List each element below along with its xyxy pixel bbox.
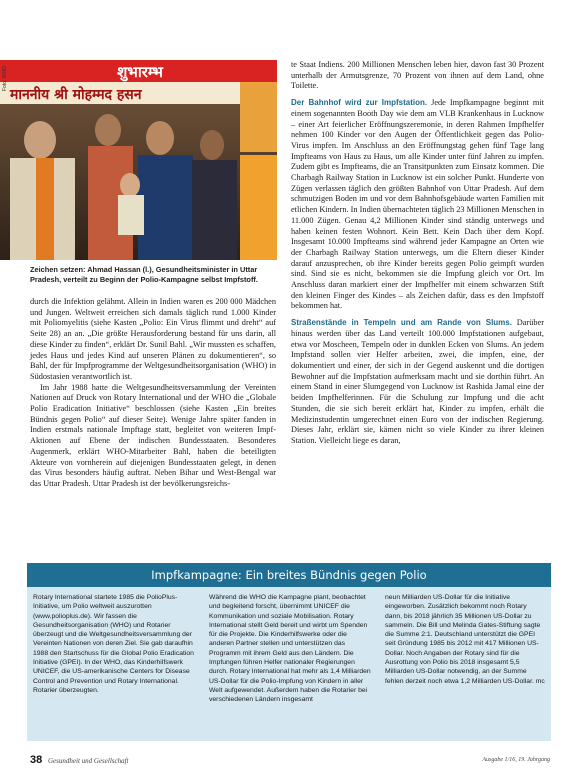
section-name: Gesundheit und Gesellschaft	[48, 757, 129, 765]
subheading: Der Bahnhof wird zur Impfstation.	[291, 98, 428, 108]
info-box-title: Impfkampagne: Ein breites Bündnis gegen Polio	[27, 563, 551, 587]
info-box-column	[385, 593, 545, 686]
info-box-text: neun Milliarden US-Dollar für die Initiative eingeworben. Zusätzlich bekommt noch Rotary dann, bis 2018 jährlich 35 Millionen US-Dollar zu sammeln. Die Bill und Melinda Gates-Stiftung sagte die Summe 2:1. Deutschland unterstützt die GPEI seit Gründung 1985 bis 2012 mit 417 Millionen US-Dollar. Noch Angaben der Rotary sind für die Ausrottung von Polio bis 2018 insgesamt 5,5 Milliarden US-Dollar notwendig, an der Summe fehlen derzeit noch etwa 1,2 Milliarden US-Dollar. mc	[385, 594, 545, 685]
paragraph: Im Jahr 1988 hatte die Weltgesundheitsversammlung der Vereinten Nationen auf Druck von Rotary International und der WHO die „Globale Polio Eradication Initiative“ beschlossen (siehe Kasten „Ein breites Bündnis gegen Polio“ auf dieser Seite). Wenige Jahre später fanden in Indien erstmals nationale Impftage statt, begleitet von weiteren Impf-Aktionen auf Ebene der indischen Bundesstaaten. Besonderes Augenmerk, erklärt WHO-Mitarbeiter Bahl, haben die beteiligten Akteure von vornherein auf diejenigen Bundesstaaten gelegt, in denen das Virus besonders häufig auftrat. Neben Bihar und West-Bengal war das Uttar Pradesh. Uttar Pradesh ist der bevölkerungsreichs-	[30, 382, 276, 488]
info-box-column	[33, 593, 195, 695]
issue-info: Ausgabe 1/16, 19. Jahrgang	[482, 757, 550, 763]
paragraph-text: Jede Impfkampagne beginnt mit einem sogenannten Booth Day wie dem am VLB Krankenhaus in Lucknow – einer Art feierlicher Eröffnungszeremonie, in deren Rahmen Impfhelfer nehmen 100 Kinder vor den Augen der Öffentlichkeit gegen das Polio-Virus impfen. Im Anschluss an den Eröffnungstag gehen fünf Tage lang Impfteams von Haus zu Haus, um alle Kinder unter fünf Jahren zu impfen. Zudem gibt es Impfteams, die an Transitpunkten zum Einsatz kommen. Die Charbagh Railway Station in Lucknow ist ein solcher Punkt. Hunderte von Zügen verlassen täglich den größten Bahnhof von Uttar Pradesh. Auf dem schmutzigen Boden im und vor dem Bahnhofsgebäude warten Familien mit etlichen Kindern. In Indien übernachteten täglich 23 Millionen Menschen in 11.000 Zügen. Genau 4,2 Millionen Kinder sind ständig unterwegs und haben keinen festen Wohnort. Kein Bett. Kein Dach über dem Kopf. Insgesamt 10.000 Impfteams sind während jeder Kampagne an Orten wie der Charbagh Railway Station unterwegs, um die Eltern dieser Kinder darauf anzusprechen, ob ihre Kinder bereits gegen Polio geimpft wurden sind. Sind sie es nicht, bekommen sie die Impfung gleich vor Ort. Im Anschluss daran markiert einer der Impfhelfer mit einem schwarzen Stift den kleinen Finger des Kindes – als Zeichen dafür, dass es den Impfstoff bekommen hat.	[291, 98, 544, 311]
paragraph: te Staat Indiens. 200 Millionen Menschen leben hier, davon fast 30 Prozent unterhalb der Armutsgrenze, 70 Prozent von ihnen auf dem Land, ohne Toilette.	[291, 60, 544, 91]
svg-text:शुभारम्भ: शुभारम्भ	[117, 63, 163, 81]
news-photo	[0, 60, 277, 260]
article-column-left	[30, 297, 276, 490]
info-box	[27, 563, 551, 741]
info-box-column	[209, 593, 372, 705]
page-footer	[30, 754, 550, 768]
photo-credit: Foto: WHO	[2, 66, 8, 92]
paragraph-text: Darüber hinaus werden über das Land verteilt 100.000 Impfstationen aufgebaut, etwa vor Moscheen, Tempeln oder in dunklen Ecken von Slums. An jedem Impfstand sollen vier Helfer arbeiten, zwei, die impfen, eine, der dokumentiert und einer, der sich in der Gegend auskennt und die dortigen Bewohner auf die Impfstation aufmerksam macht und sie dorthin führt. An einem Stand in einer Slumgegend von Lucknow ist Rashida Jamal eine der beiden Impfhelferinnen. Für die Schulung zur Impfung und die acht Stunden, die sie sich bereit erklärt hat, Kinder zu impfen, erhält die Medizinstudentin umgerechnet einen Euro von der indischen Regierung. Dieses Jahr, erklärt sie, kämen nicht so viele Kinder zu ihrer kleinen Station. Vielleicht liege es daran,	[291, 318, 544, 445]
info-box-text: Während die WHO die Kampagne plant, beobachtet und begleitend forscht, übernimmt UNICEF die Kommunikation und soziale Mobilisation. Rotary International stellt Geld bereit und wirbt um Spenden für die Projekte. Die Kinderhilfswerke oder die anderen Partner stellen und unterstützen das Programm mit ihrem Geld aus den Ländern. Die Impfungen führen Helfer nationaler Regierungen durch. Rotary International hat mehr als 1,4 Milliarden US-Dollar für die Polio-Impfung von Kindern in aller Welt aufgewendet. Außerdem haben die Rotarier bei verschiedenen Ländern insgesamt	[209, 594, 371, 704]
svg-text:माननीय श्री मोहम्मद हसन: माननीय श्री मोहम्मद हसन	[10, 87, 142, 103]
photo-caption: Zeichen setzen: Ahmad Hassan (l.), Gesundheitsminister in Uttar Pradesh, verteilt zu Beginn der Polio-Kampagne selbst Impfstoff.	[30, 265, 258, 284]
paragraph	[291, 98, 544, 312]
subheading: Straßenstände in Tempeln und am Rande von Slums.	[291, 318, 512, 328]
paragraph: durch die Infektion gelähmt. Allein in Indien waren es 200 000 Mädchen und Jungen. Weltweit erreichen sich damals täglich rund 1.000 Kinder mit Poliomyelitis (siehe Kasten „Polio: Ein Virus flimmt und dreht“ auf Seite 28) an an. „Die größte Herausforderung bestand für uns darin, all diese Kinder zu finden“, erklärt Dr. Sunil Bahl. „Wir mussten es schaffen, jedes Haus und jedes Kind auf unseren Plänen zu dokumentieren“, so Bahl, der für Impfprogramme der Weltgesundheitsorganisation (WHO) in Südostasien verantwortlich ist.	[30, 297, 276, 381]
info-box-text: Rotary International startete 1985 die PolioPlus-Initiative, um Polio weltweit auszurotten (www.polioplus.de). Wir fassen die Gesundheitsorganisation (WHO) und Rotarier überzeugt und die Weltgesundheitsversammlung der Vereinten Nationen von deren Ziel. Sie gab daraufhin 1988 den Startschuss für die Global Polio Eradication Initiative (GPEI). In der WHO, das Kinderhilfswerk UNICEF, die US-amerikanische Centers for Disease Control and Prevention und Rotary International. Rotarier überzeugten.	[33, 594, 194, 694]
paragraph	[291, 318, 544, 446]
article-column-right	[291, 60, 544, 447]
page-number: 38	[30, 754, 43, 766]
vaccination-photo-illustration	[0, 60, 277, 260]
